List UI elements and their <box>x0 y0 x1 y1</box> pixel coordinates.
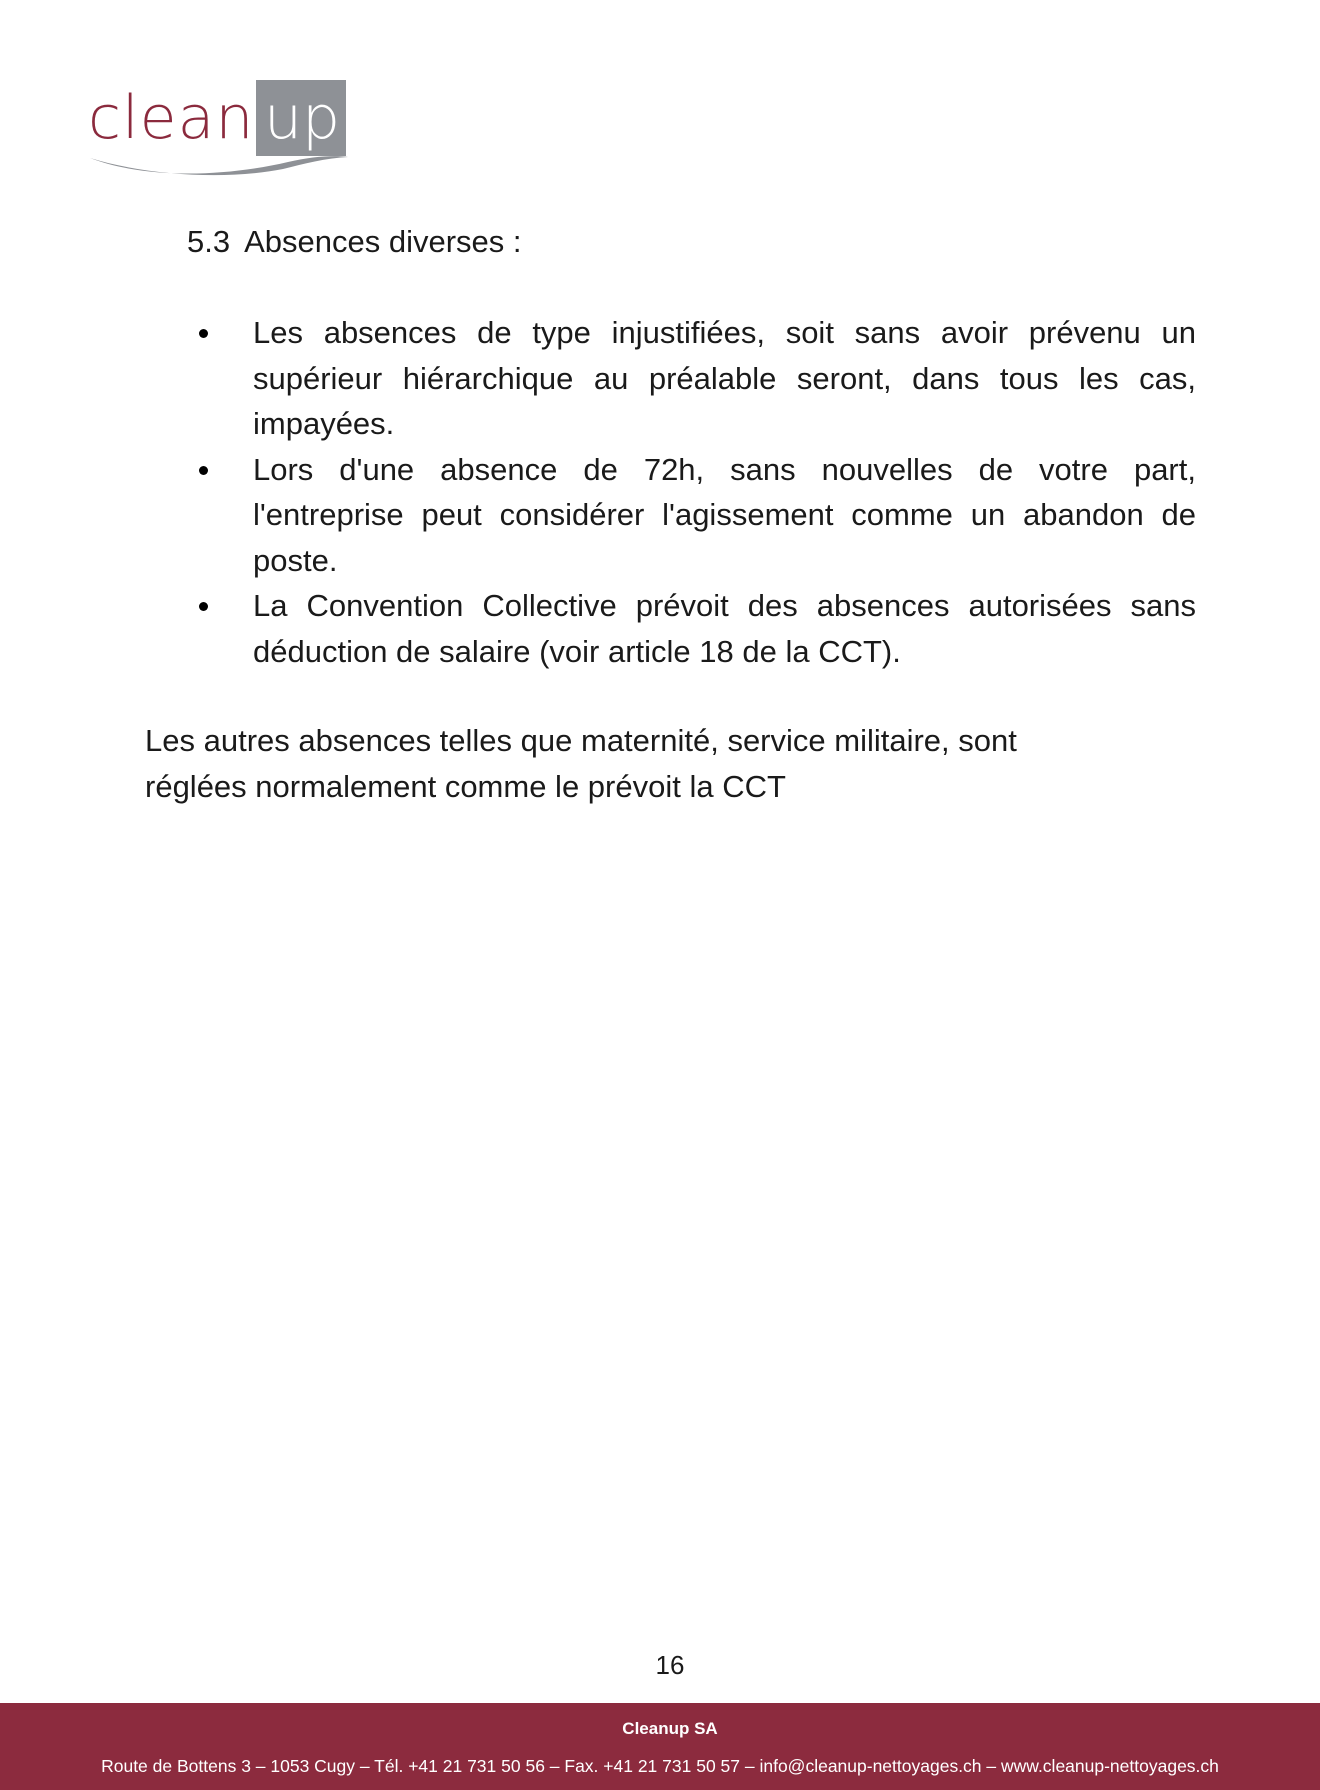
page-number: 16 <box>655 1650 685 1680</box>
logo-swoosh-icon <box>88 146 358 176</box>
closing-line-2: réglées normalement comme le prévoit la CCT <box>145 768 786 804</box>
bullet-text: La Convention Collective prévoit des absences autorisées sans déduction de salaire (voir article 18 de la CCT). <box>253 588 1196 669</box>
bullet-text: Les absences de type injustifiées, soit sans avoir prévenu un supérieur hiérarchique au préalable seront, dans tous les cas, impayées. <box>253 315 1196 441</box>
closing-paragraph <box>145 718 1145 809</box>
bullet-item <box>193 583 1196 674</box>
footer-company-name: Cleanup SA <box>622 1719 718 1738</box>
bullet-item <box>193 310 1196 447</box>
logo-text-clean: clean <box>88 83 255 153</box>
section-heading <box>187 222 522 262</box>
section-number: 5.3 <box>187 224 231 259</box>
bullet-item <box>193 447 1196 584</box>
bullet-dot-icon <box>199 466 208 475</box>
logo-text-up: up <box>264 83 341 153</box>
bullet-text: Lors d'une absence de 72h, sans nouvelles de votre part, l'entreprise peut considérer l'agissement comme un abandon de poste. <box>253 451 1196 578</box>
closing-line-1: Les autres absences telles que maternité, service militaire, sont <box>145 723 1017 758</box>
bullet-dot-icon <box>199 329 208 338</box>
company-logo <box>88 80 358 180</box>
absence-bullet-list <box>193 310 1196 674</box>
footer-contact-info: Route de Bottens 3 – 1053 Cugy – Tél. +41 21 731 50 56 – Fax. +41 21 731 50 57 – info@cleanup-nettoyages.ch – www.cleanup-nettoyages.ch <box>101 1756 1219 1776</box>
bullet-dot-icon <box>199 602 208 611</box>
section-title: Absences diverses : <box>244 224 522 259</box>
footer-bar <box>0 1703 1320 1790</box>
